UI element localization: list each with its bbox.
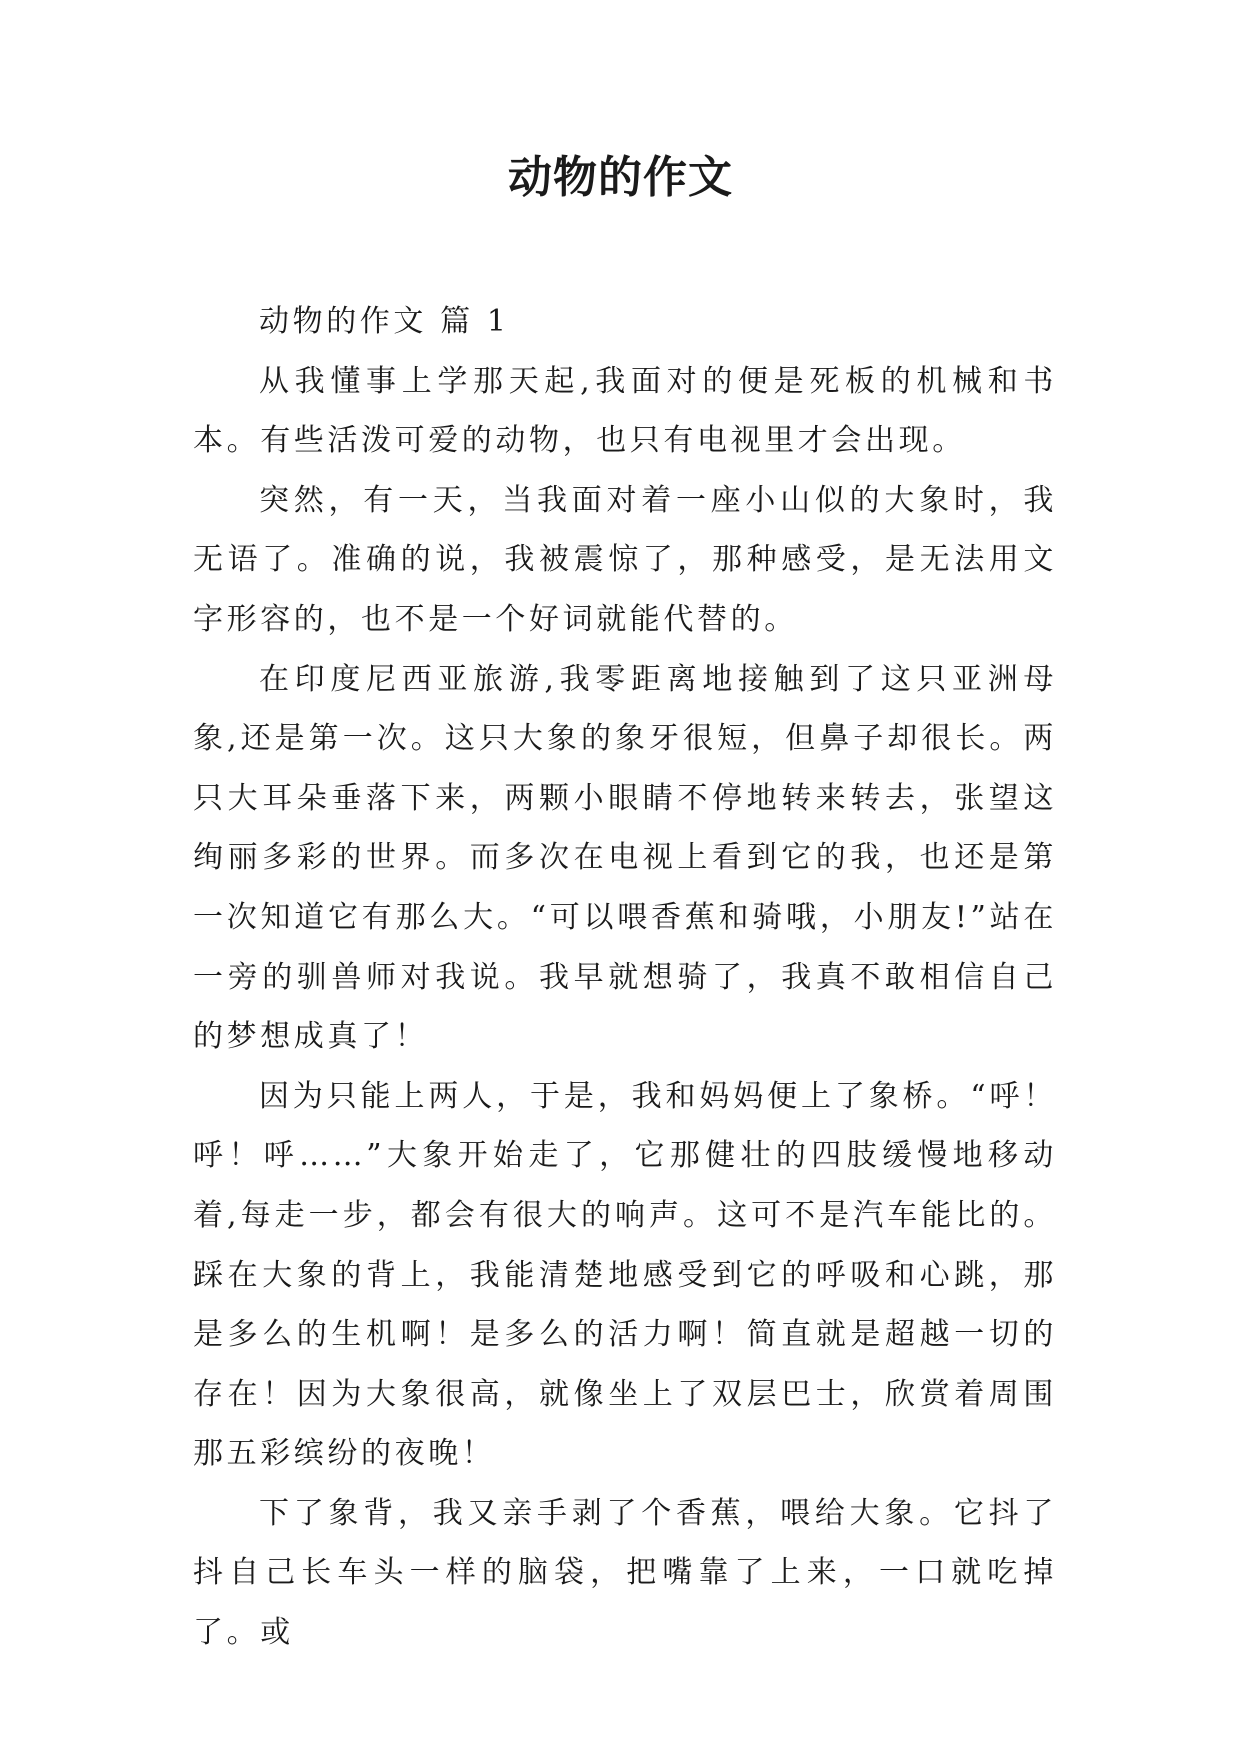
section-heading: 动物的作文 篇 1: [259, 304, 510, 339]
document-title: 动物的作文: [508, 152, 733, 203]
paragraph: 从我懂事上学那天起,我面对的便是死板的机械和书本。有些活泼可爱的动物，也只有电视里才会出现。: [193, 363, 1057, 459]
paragraph: 下了象背，我又亲手剥了个香蕉，喂给大象。它抖了抖自己长车头一样的脑袋，把嘴靠了上来，一口就吃掉了。或: [193, 1495, 1057, 1651]
paragraph: 突然，有一天，当我面对着一座小山似的大象时，我无语了。准确的说，我被震惊了，那种感受，是无法用文字形容的，也不是一个好词就能代替的。: [193, 482, 1057, 637]
document-body: [193, 292, 1057, 1663]
paragraph: 因为只能上两人，于是，我和妈妈便上了象桥。“呼！呼！呼……”大象开始走了，它那健壮的四肢缓慢地移动着,每走一步，都会有很大的响声。这可不是汽车能比的。踩在大象的背上，我能清楚地感受到它的呼吸和心跳，那是多么的生机啊！是多么的活力啊！简直就是超越一切的存在！因为大象很高，就像坐上了双层巴士，欣赏着周围那五彩缤纷的夜晚！: [193, 1078, 1057, 1472]
paragraph: 在印度尼西亚旅游,我零距离地接触到了这只亚洲母象,还是第一次。这只大象的象牙很短，但鼻子却很长。两只大耳朵垂落下来，两颗小眼睛不停地转来转去，张望这绚丽多彩的世界。而多次在电视上看到它的我，也还是第一次知道它有那么大。“可以喂香蕉和骑哦，小朋友!”站在一旁的驯兽师对我说。我早就想骑了，我真不敢相信自己的梦想成真了！: [193, 661, 1057, 1055]
